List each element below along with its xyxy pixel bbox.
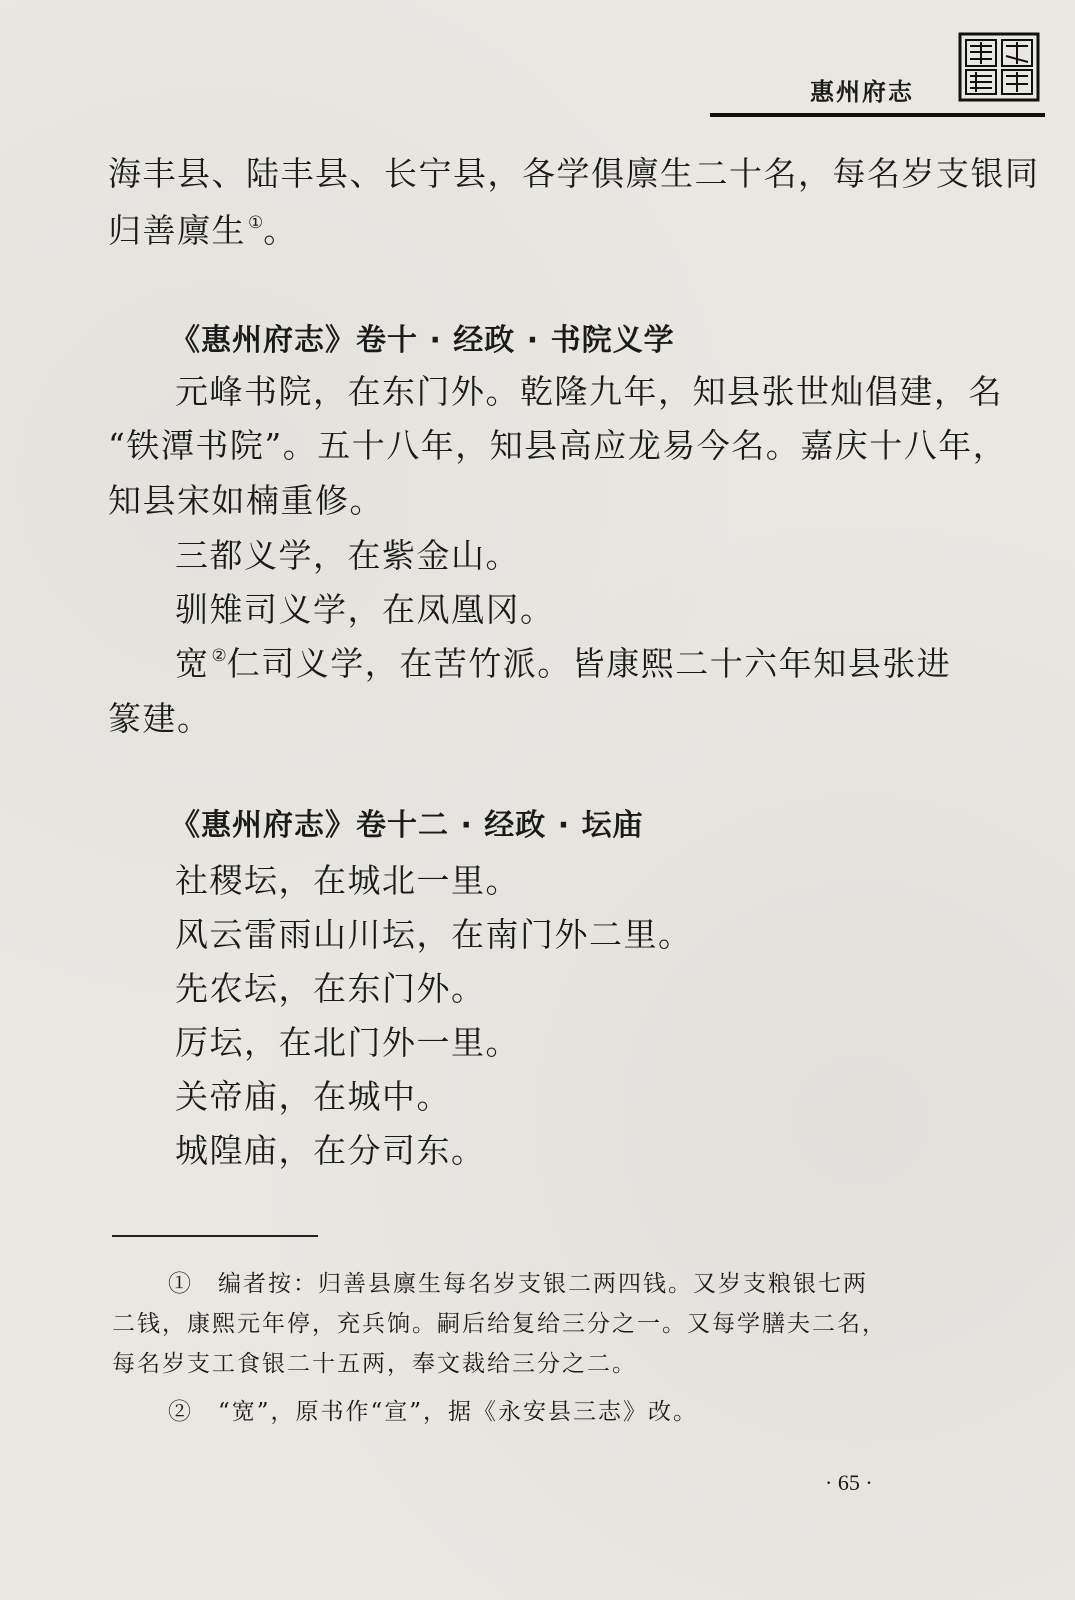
text-line: 宽 ②仁司义学，在苦竹派。皆康熙二十六年知县张进 <box>175 644 952 683</box>
footnote-ref[interactable]: ② <box>211 646 227 666</box>
footnote-divider <box>112 1235 318 1237</box>
footnote-ref[interactable]: ① <box>248 213 264 233</box>
text-line: 元峰书院，在东门外。乾隆九年，知县张世灿倡建，名 <box>175 372 1003 411</box>
seal-logo <box>958 32 1040 102</box>
footnote-text: ① 编者按：归善县廪生每名岁支银二两四钱。又岁支粮银七两 <box>168 1271 868 1297</box>
footnote-text: 二钱，康熙元年停，充兵饷。嗣后给复给三分之一。又每学膳夫二名， <box>112 1311 887 1337</box>
section-heading: 《惠州府志》卷十二 · 经政 · 坛庙 <box>170 808 644 843</box>
text-line: 篆建。 <box>108 699 212 738</box>
list-item: 厉坛，在北门外一里。 <box>175 1023 520 1062</box>
text-line: 归善廪生 ①。 <box>108 211 298 250</box>
list-item: 城隍庙，在分司东。 <box>175 1131 486 1170</box>
text-line: 驯雉司义学，在凤凰冈。 <box>175 590 555 629</box>
section-heading: 《惠州府志》卷十 · 经政 · 书院义学 <box>170 323 675 358</box>
running-title: 惠州府志 <box>810 78 914 106</box>
text-line: “铁潭书院”。五十八年，知县高应龙易今名。嘉庆十八年， <box>108 426 1008 465</box>
list-item: 关帝庙，在城中。 <box>175 1077 451 1116</box>
list-item: 风云雷雨山川坛，在南门外二里。 <box>175 915 693 954</box>
text-line: 海丰县、陆丰县、长宁县，各学俱廪生二十名，每名岁支银同 <box>108 154 1040 193</box>
footnote-text: 每名岁支工食银二十五两，奉文裁给三分之二。 <box>112 1351 637 1377</box>
list-item: 社稷坛，在城北一里。 <box>175 861 520 900</box>
text-line: 三都义学，在紫金山。 <box>175 536 520 575</box>
footnote-text: ② “宽”，原书作“宣”，据《永安县三志》改。 <box>168 1399 699 1425</box>
list-item: 先农坛，在东门外。 <box>175 969 486 1008</box>
text-line: 知县宋如楠重修。 <box>108 481 384 520</box>
page-number: · 65 · <box>825 1470 873 1495</box>
header-rule <box>710 113 1045 117</box>
